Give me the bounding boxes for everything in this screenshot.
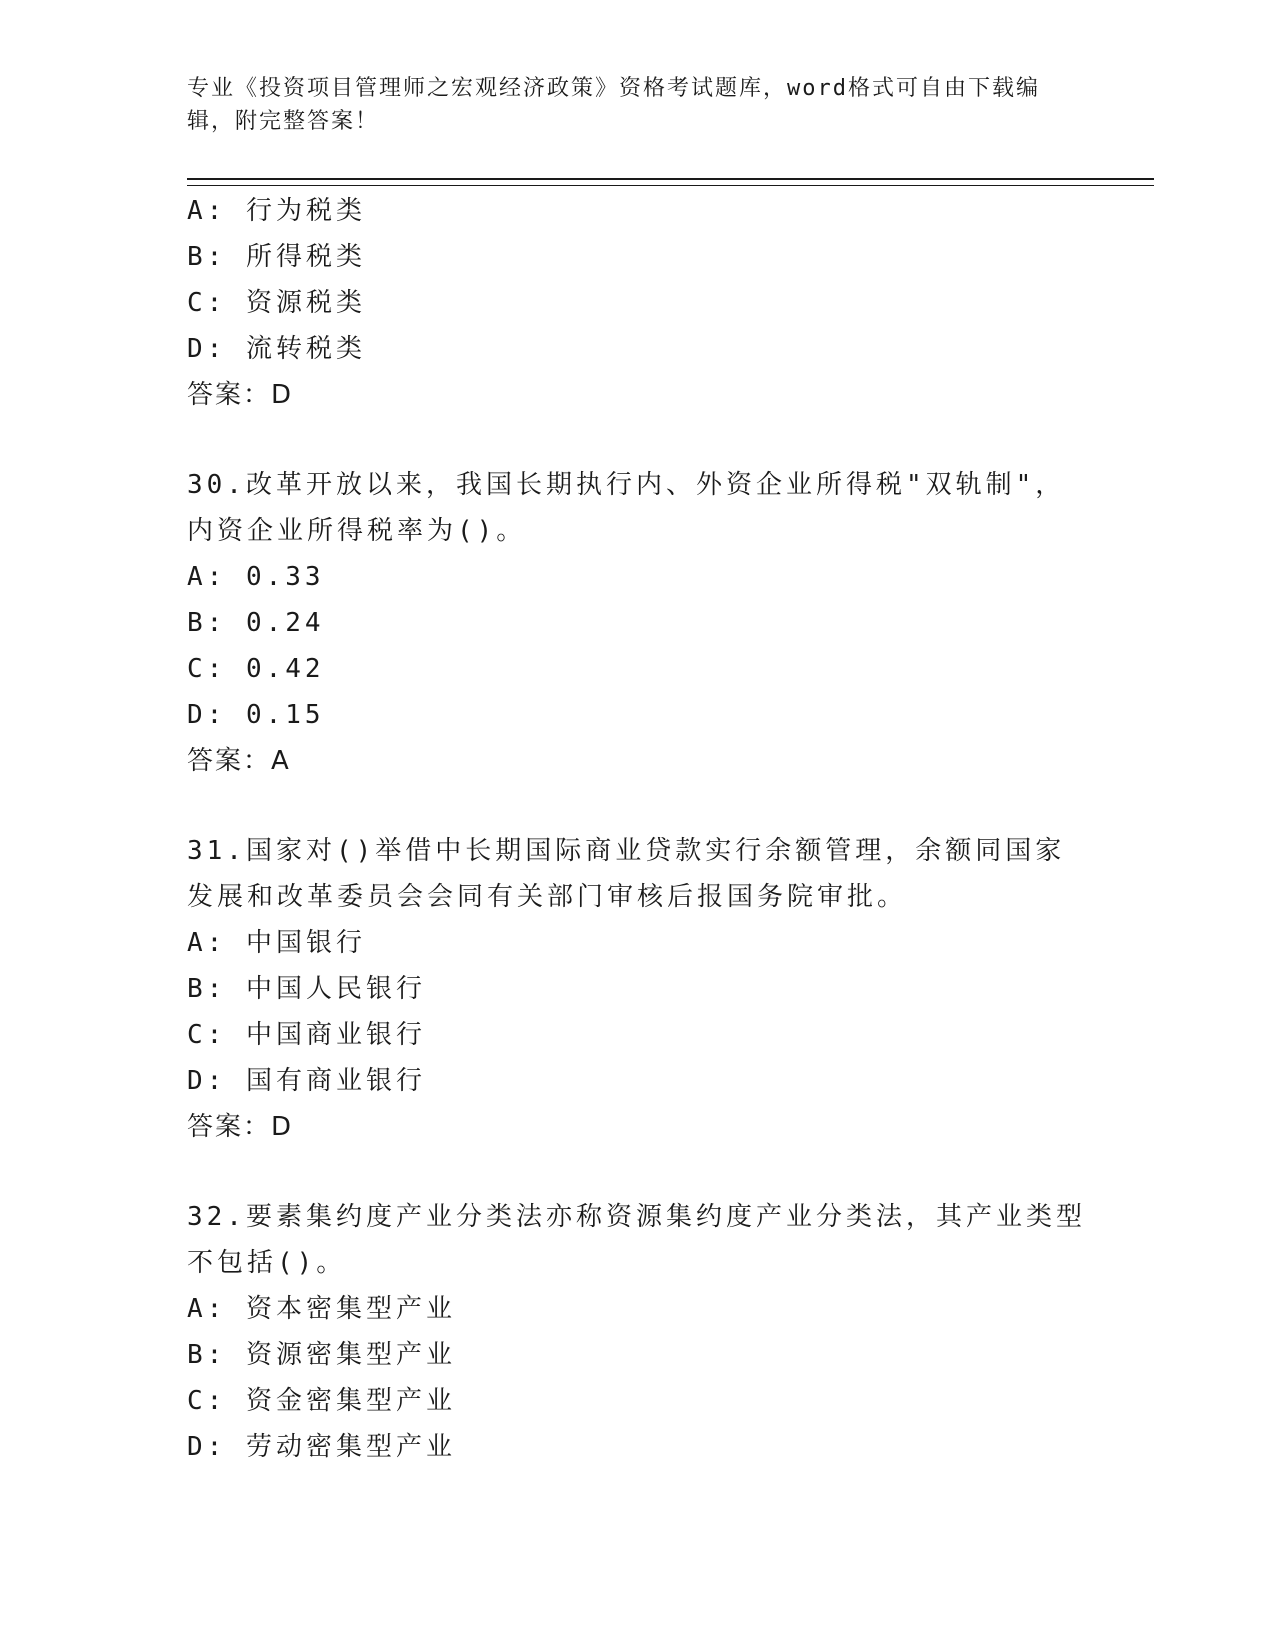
option-letter: B bbox=[187, 608, 207, 638]
option-separator: : bbox=[206, 1294, 246, 1324]
option-separator: : bbox=[206, 608, 246, 638]
option-d bbox=[187, 692, 1087, 738]
option-c bbox=[187, 646, 1087, 692]
option-d bbox=[187, 1058, 1087, 1104]
option-letter: D bbox=[187, 700, 207, 730]
option-separator: : bbox=[206, 288, 246, 318]
option-text: 中国人民银行 bbox=[245, 974, 426, 1004]
spacer bbox=[187, 784, 1087, 828]
option-b bbox=[187, 234, 1087, 280]
answer-line: 答案：A bbox=[187, 746, 291, 776]
question-31-block bbox=[187, 828, 1087, 1150]
option-separator: : bbox=[206, 1386, 246, 1416]
option-letter: D bbox=[187, 1066, 207, 1096]
option-a bbox=[187, 1286, 1087, 1332]
answer-line: 答案：D bbox=[187, 1112, 294, 1142]
option-separator: : bbox=[206, 974, 246, 1004]
option-c bbox=[187, 280, 1087, 326]
option-text: 资金密集型产业 bbox=[245, 1386, 456, 1416]
option-text: 流转税类 bbox=[245, 334, 366, 364]
option-letter: A bbox=[187, 928, 207, 958]
question-stem: 30.改革开放以来，我国长期执行内、外资企业所得税"双轨制"，内资企业所得税率为()。 bbox=[187, 470, 1066, 546]
option-letter: D bbox=[187, 1432, 207, 1462]
option-separator: : bbox=[206, 928, 246, 958]
option-separator: : bbox=[206, 562, 246, 592]
spacer bbox=[187, 1150, 1087, 1194]
option-b bbox=[187, 1332, 1087, 1378]
option-text: 0.15 bbox=[245, 700, 325, 730]
question-32-block bbox=[187, 1194, 1087, 1470]
option-text: 0.24 bbox=[245, 608, 325, 638]
option-separator: : bbox=[206, 1066, 246, 1096]
option-letter: D bbox=[187, 334, 207, 364]
option-text: 劳动密集型产业 bbox=[245, 1432, 456, 1462]
option-separator: : bbox=[206, 242, 246, 272]
option-letter: B bbox=[187, 1340, 207, 1370]
option-text: 国有商业银行 bbox=[245, 1066, 426, 1096]
option-text: 所得税类 bbox=[245, 242, 366, 272]
question-stem: 32.要素集约度产业分类法亦称资源集约度产业分类法，其产业类型不包括()。 bbox=[187, 1202, 1086, 1278]
prev-question-block bbox=[187, 188, 1087, 418]
option-letter: A bbox=[187, 1294, 207, 1324]
option-separator: : bbox=[206, 334, 246, 364]
option-d bbox=[187, 1424, 1087, 1470]
option-letter: C bbox=[187, 1020, 207, 1050]
option-a bbox=[187, 188, 1087, 234]
option-separator: : bbox=[206, 654, 246, 684]
option-d bbox=[187, 326, 1087, 372]
option-letter: C bbox=[187, 654, 207, 684]
option-separator: : bbox=[206, 700, 246, 730]
spacer bbox=[187, 418, 1087, 462]
option-text: 资源密集型产业 bbox=[245, 1340, 456, 1370]
option-text: 资源税类 bbox=[245, 288, 366, 318]
option-b bbox=[187, 600, 1087, 646]
option-text: 资本密集型产业 bbox=[245, 1294, 456, 1324]
option-separator: : bbox=[206, 196, 246, 226]
option-separator: : bbox=[206, 1020, 246, 1050]
option-c bbox=[187, 1012, 1087, 1058]
option-c bbox=[187, 1378, 1087, 1424]
option-separator: : bbox=[206, 1340, 246, 1370]
option-b bbox=[187, 966, 1087, 1012]
question-list bbox=[187, 188, 1087, 1470]
option-text: 中国银行 bbox=[245, 928, 366, 958]
option-text: 0.42 bbox=[245, 654, 325, 684]
option-text: 行为税类 bbox=[245, 196, 366, 226]
option-letter: C bbox=[187, 1386, 207, 1416]
option-a bbox=[187, 920, 1087, 966]
option-letter: C bbox=[187, 288, 207, 318]
option-a bbox=[187, 554, 1087, 600]
option-letter: A bbox=[187, 196, 207, 226]
option-letter: B bbox=[187, 974, 207, 1004]
answer-line: 答案：D bbox=[187, 380, 294, 410]
question-30-block bbox=[187, 462, 1087, 784]
option-letter: A bbox=[187, 562, 207, 592]
document-header: 专业《投资项目管理师之宏观经济政策》资格考试题库，word格式可自由下载编辑，附完整答案！ bbox=[187, 76, 1040, 134]
option-separator: : bbox=[206, 1432, 246, 1462]
option-letter: B bbox=[187, 242, 207, 272]
option-text: 中国商业银行 bbox=[245, 1020, 426, 1050]
option-text: 0.33 bbox=[245, 562, 325, 592]
header-rule bbox=[187, 178, 1154, 186]
question-stem: 31.国家对()举借中长期国际商业贷款实行余额管理，余额同国家发展和改革委员会会同有关部门审核后报国务院审批。 bbox=[187, 836, 1066, 912]
